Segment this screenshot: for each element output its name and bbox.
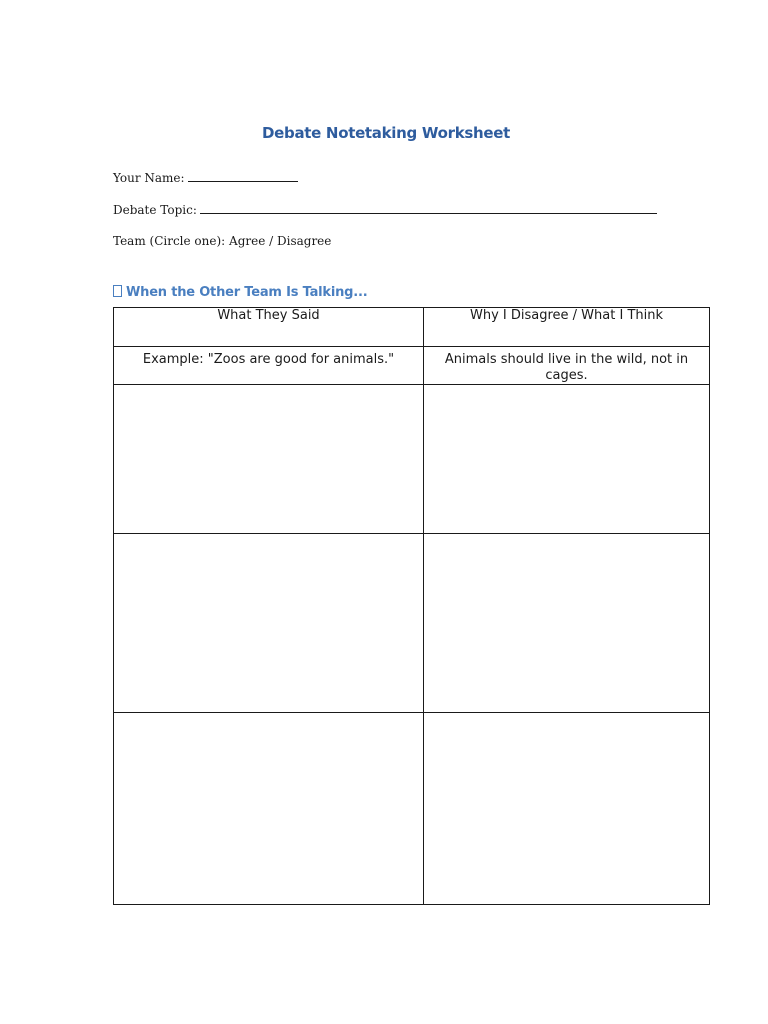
name-label: Your Name: (113, 171, 185, 185)
name-field (113, 170, 298, 185)
notes-table (113, 307, 710, 905)
name-blank-line[interactable] (188, 170, 298, 182)
header-what-they-said: What They Said (114, 308, 424, 347)
table-cell-what-they-said[interactable] (114, 385, 424, 534)
table-cell-why-i-disagree[interactable] (424, 385, 710, 534)
missing-glyph-icon (113, 285, 122, 297)
topic-field (113, 202, 657, 217)
example-why-i-disagree: Animals should live in the wild, not in cages. (424, 347, 710, 385)
team-field (113, 234, 331, 248)
example-row (114, 347, 710, 385)
table-cell-what-they-said[interactable] (114, 713, 424, 905)
table-cell-why-i-disagree[interactable] (424, 534, 710, 713)
table-row (114, 713, 710, 905)
header-why-i-disagree: Why I Disagree / What I Think (424, 308, 710, 347)
table-row (114, 385, 710, 534)
section-heading-text: When the Other Team Is Talking... (126, 285, 368, 300)
topic-blank-line[interactable] (200, 202, 657, 214)
table-cell-why-i-disagree[interactable] (424, 713, 710, 905)
table-cell-what-they-said[interactable] (114, 534, 424, 713)
topic-label: Debate Topic: (113, 203, 197, 217)
page-title: Debate Notetaking Worksheet (261, 124, 510, 142)
table-header-row (114, 308, 710, 347)
example-what-they-said: Example: "Zoos are good for animals." (114, 347, 424, 385)
table-row (114, 534, 710, 713)
team-label: Team (Circle one): Agree / Disagree (113, 234, 332, 248)
section-heading (113, 285, 367, 300)
